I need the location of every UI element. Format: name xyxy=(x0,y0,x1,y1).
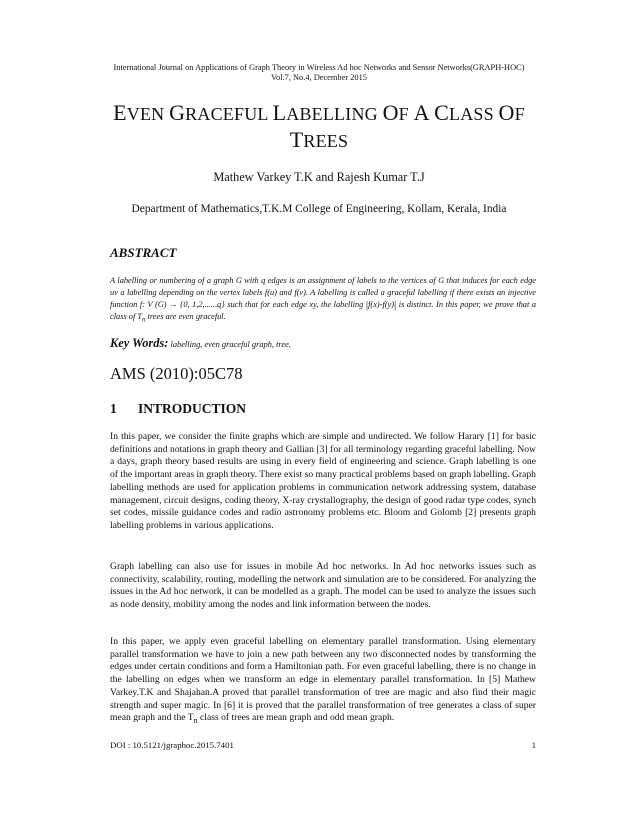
title-line-2: TREES xyxy=(289,127,349,152)
abstract-body: A labelling or numbering of a graph G with q edges is an assignment of labels to the vertices of G that induces for each edge uv a labelling depending on the vertex labels f(u) and f(v). A labelling is called a graceful labelling if there exists an injective function f: V (G) → {0, 1,2,......q} such that for each edge xy, the labelling |f(x)-f(y)| is distinct. In this paper, we prove that a class of $T_n$ trees are even graceful. xyxy=(110,276,537,324)
journal-name: International Journal on Applications of Graph Theory in Wireless Ad hoc Networks and Sensor Networks(GRAPH-HOC) xyxy=(113,63,525,72)
section-heading xyxy=(110,401,246,417)
ams-classification: AMS (2010):05C78 xyxy=(110,364,243,383)
page-number: 1 xyxy=(531,740,536,750)
abstract-heading: ABSTRACT xyxy=(110,245,177,260)
authors: Mathew Varkey T.K and Rajesh Kumar T.J xyxy=(213,170,425,184)
paragraph-2: Graph labelling can also use for issues in mobile Ad hoc networks. In Ad hoc networks issues such as connectivity, scalability, routing, modelling the network and simulation are to be considered. For analyzing the issues in the Ad hoc network, it can be modelled as a graph. The model can be used to analyze the issues such as node density, mobility among the nodes and link information between the nodes. xyxy=(110,561,536,611)
journal-volume: Vol.7, No.4, December 2015 xyxy=(271,73,367,82)
section-number: 1 xyxy=(110,401,117,416)
keywords-text: labelling, even graceful graph, tree. xyxy=(170,340,291,349)
doi: DOI : 10.5121/jgraphoc.2015.7401 xyxy=(110,740,234,750)
paragraph-1: In this paper, we consider the finite graphs which are simple and undirected. We follow Harary [1] for basic definitions and notations in graph theory and Gallian [3] for all terminology regarding graceful labelling. Now a days, graph theory based results are using in every field of engineering and science. Graph labelling is one of the important areas in graph theory. There exist so many practical problems based on graph labelling. Graph labelling methods are used for application problems in communication network addressing system, database management, circuit designs, coding theory, X-ray crystallography, the design of good radar type codes, synch set codes, missile guidance codes and radio astronomy problems etc. Bloom and Golomb [2] presents graph labelling problems in various applications. xyxy=(110,431,536,531)
paragraph-3: In this paper, we apply even graceful labelling on elementary parallel transformation. Using elementary parallel transformation we have to join a new path between any two disconnected nodes by transforming the edges under certain conditions and form a Hamiltonian path. For even graceful labelling, there is no change in the labelling on edges when we transform an edge in elementary parallel transformation. In [5] Mathew Varkey.T.K and Shajahan.A proved that parallel transformation of tree are magic and also find their magic strength and super magic. In [6] it is proved that the parallel transformation of tree generates a class of super mean graph and the $T_n$ class of trees are mean graph and odd mean graph. xyxy=(110,636,536,726)
affiliation: Department of Mathematics,T.K.M College of Engineering, Kollam, Kerala, India xyxy=(131,203,507,215)
title-line-1: EVEN GRACEFUL LABELLING OF A CLASS OF xyxy=(113,100,525,125)
keywords-label: Key Words: xyxy=(110,336,169,350)
journal-header xyxy=(40,63,598,83)
keywords xyxy=(110,336,540,351)
section-title: INTRODUCTION xyxy=(138,401,247,416)
paper-title xyxy=(60,100,578,154)
